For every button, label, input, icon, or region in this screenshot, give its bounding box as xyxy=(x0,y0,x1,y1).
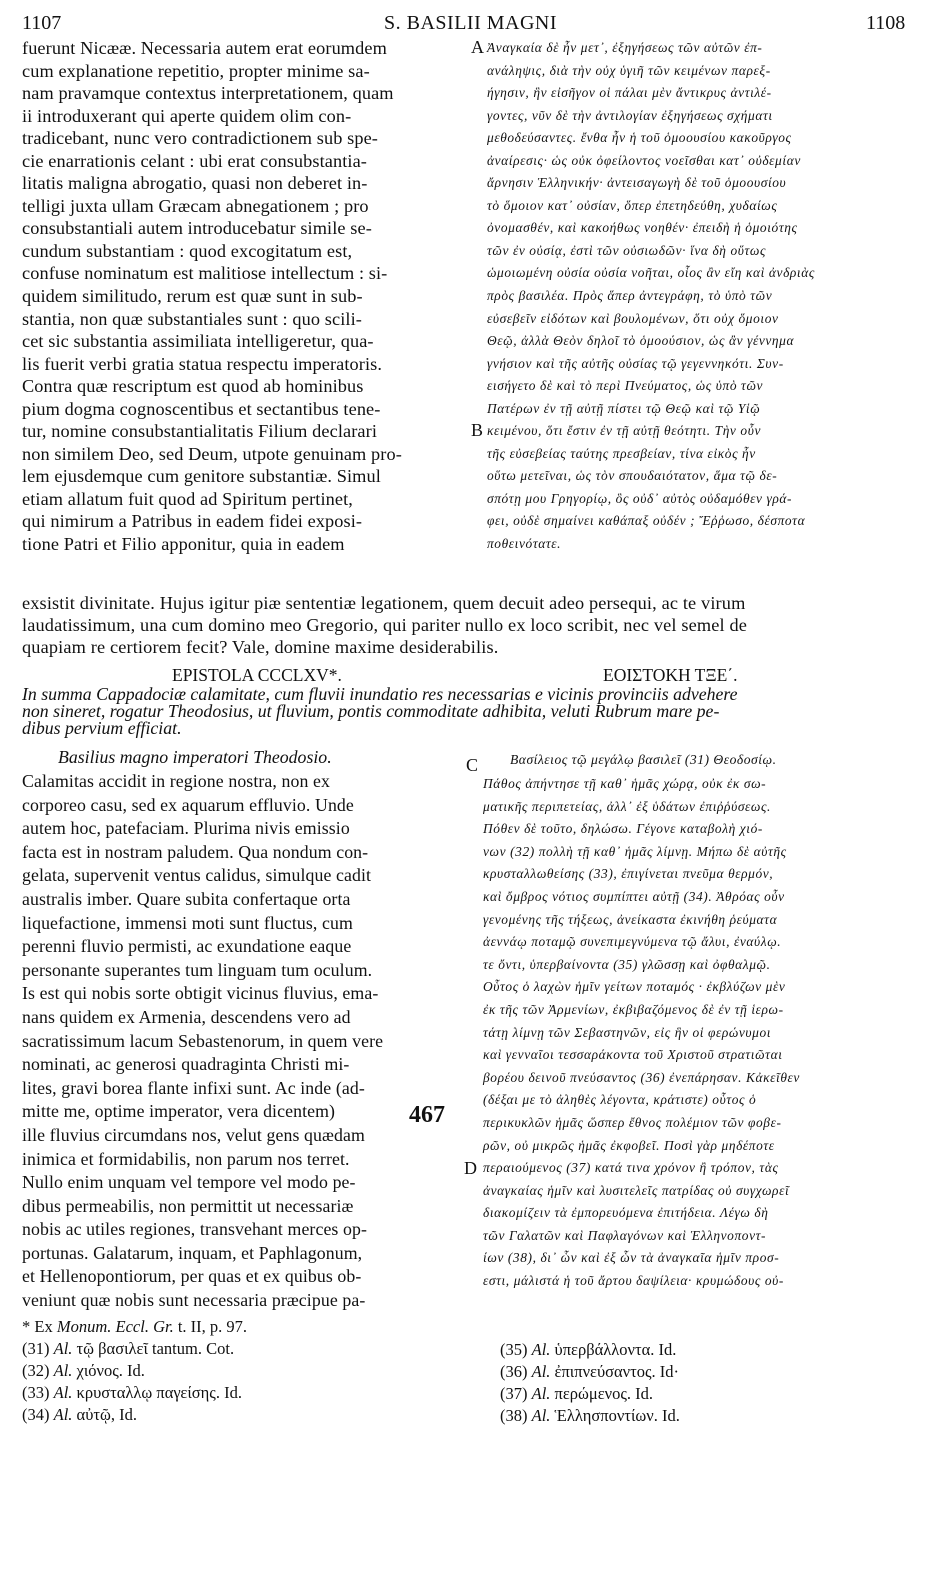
page-number-left: 1107 xyxy=(22,12,62,34)
text-line: (δέξαι με τὸ ἀληθὲς λέγοντα, κράτιστε) οὗτος ὁ xyxy=(483,1092,757,1108)
latin-salutation: Basilius magno imperatori Theodosio. xyxy=(58,747,332,767)
text-line: τῆς εὐσεβείας ταύτης πρεσβείαν, τίνα εἰκὸς ἦν xyxy=(487,445,756,461)
text-line: corporeo casu, sed ex aquarum effluvio. Unde xyxy=(22,794,354,815)
text-line: cet sic substantia assimiliata intelligeretur, qua- xyxy=(22,331,374,352)
text-line: lem ejusdemque cum genitore substantiæ. Simul xyxy=(22,466,381,487)
text-line: inimica et formidabilis, non parum nos terret. xyxy=(22,1148,350,1169)
text-line: cundum substantiam : quod excogitatum est, xyxy=(22,240,353,261)
footnote xyxy=(500,1405,680,1427)
text-line: ὀνομασθέν, καὶ κακοήθως νοηθέν· ἐπειδὴ ἡ ὁμοιότης xyxy=(487,220,798,236)
text-line: nam pravamque contextus interpretationem, quam xyxy=(22,83,394,104)
text-line: περικυκλῶν ἡμᾶς ὥσπερ ἔθνος πολέμιον τῶν φοβε- xyxy=(483,1114,782,1130)
text-line: γενομένης τῆς τήξεως, ἀνείκαστα ἐκινήθη ῥεύματα xyxy=(483,911,778,927)
text-line: περαιούμενος (37) κατά τινα χρόνον ἢ τρόπον, τὰς xyxy=(483,1160,779,1176)
text-line: laudatissimum, una cum domino meo Gregorio, qui pariter nullo ex loco scribit, nec vel semel de xyxy=(22,614,748,635)
text-line: Πατέρων ἐν τῇ αὐτῇ πίστει τῷ Θεῷ καὶ τῷ Υἱῷ xyxy=(487,400,761,416)
footnote-mark: (37) xyxy=(500,1384,532,1403)
text-line: βορέου δεινοῦ πνεύσαντος (36) ἐνεπάρησαν. Κἀκεῖθεν xyxy=(483,1069,800,1085)
text-line: Πάθος ἀπήντησε τῇ καθ᾽ ἡμᾶς χώρᾳ, οὐκ ἐκ σω- xyxy=(483,776,767,791)
footnote xyxy=(500,1339,680,1361)
text-line: Nullo enim unquam vel tempore vel modo pe- xyxy=(22,1172,356,1193)
text-line: stantia, non quæ substantiales sunt : quo scili- xyxy=(22,308,362,329)
text-line: lis fuerit verbi gratia statua respectu imperatoris. xyxy=(22,353,383,374)
text-line: καὶ γενναῖοι τεσσαράκοντα τοῦ Χριστοῦ στρατιῶται xyxy=(483,1047,783,1063)
footnote xyxy=(22,1316,247,1338)
text-line: Calamitas accidit in regione nostra, non ex xyxy=(22,771,330,791)
footnote-text: t. II, p. 97. xyxy=(173,1317,248,1336)
footnote-abbrev: Al. xyxy=(531,1406,551,1425)
text-line: γοντες, νῦν δὲ τὴν ἀντιλογίαν ἐξηγήσεως σχήματι xyxy=(487,107,773,123)
text-line: ἄρνησιν Ἑλληνικήν· ἀντεισαγωγὴ δὲ τοῦ ὁμοουσίου xyxy=(487,175,787,191)
lower-latin-column xyxy=(22,770,383,1313)
footnote-mark: (35) xyxy=(500,1340,532,1359)
text-line: εισήγετο δὲ καὶ τὸ περὶ Πνεύματος, ὡς ὑπὸ τῶν xyxy=(487,378,764,394)
top-greek-column xyxy=(487,37,815,556)
text-line: κρυσταλλωθείσης (33), ἐπιγίνεται πνεῦμα θερμόν, xyxy=(483,866,774,882)
text-line: liquefactione, immensi moti sunt fluctus, cum xyxy=(22,912,353,933)
full-width-paragraph xyxy=(22,593,747,658)
footnotes-right xyxy=(500,1339,680,1427)
margin-marker-a: A xyxy=(471,37,484,57)
epistle-greek-title: ΕΟΙΣΤΟΚΗ ΤΞΕ΄. xyxy=(603,665,738,685)
text-line: et Hellenopontiorum, per quas et ex quibus ob- xyxy=(22,1266,362,1287)
epistle-summary-line-2: non sineret, rogatur Theodosius, ut fluvium, pontis commoditate adhibita, veluti Rubrum mare pe- xyxy=(22,701,720,721)
text-line: veniunt quæ nobis sunt necessaria præcipue pa- xyxy=(22,1290,366,1311)
text-line: ἀναγκαίας ἡμῖν καὶ λυσιτελεῖς πατρίδας οὐ συγχωρεῖ xyxy=(483,1182,790,1198)
footnote-abbrev: Al. xyxy=(53,1361,73,1380)
text-line: ἀεννάῳ ποταμῷ συνεπιμεγνύμενα τῷ ἄλυι, ἐναύλῳ. xyxy=(483,934,782,950)
text-line: μεθοδεύσαντες. ἔνθα ἦν ἡ τοῦ ὁμοουσίου κακοῦργος xyxy=(487,130,792,146)
footnote-mark: (33) xyxy=(22,1383,54,1402)
text-line: perenni fluvio permisti, ac exundatione eaque xyxy=(22,936,352,957)
text-line: Contra quæ rescriptum est quod ab hominibus xyxy=(22,376,364,397)
text-line: tione Patri et Filio apponitur, quia in eadem xyxy=(22,534,345,555)
text-line: quapiam re certiorem fecit? Vale, domine maxime desiderabilis. xyxy=(22,636,499,657)
text-line: ille fluvius circumdans nos, velut gens quædam xyxy=(22,1124,365,1145)
text-line: τάτῃ λίμνῃ τῶν Σεβαστηνῶν, εἰς ἣν οἱ φερώνυμοι xyxy=(483,1024,772,1040)
text-line: τὸ ὅμοιον κατ᾽ οὐσίαν, ὅπερ ἐπετηδεύθη, χυδαίως xyxy=(487,197,778,213)
text-line: etiam allatum fuit quod ad Spiritum pertinet, xyxy=(22,488,353,509)
text-line: Is est qui nobis sorte obtigit vicinus fluvius, ema- xyxy=(22,983,379,1004)
text-line: nominati, ac generosi quadraginta Christi mi- xyxy=(22,1054,350,1075)
footnote-text: περώμενος. Id. xyxy=(550,1384,654,1403)
text-line: νων (32) πολλὴ τῇ καθ᾽ ἡμᾶς λίμνῃ. Μήπω δὲ αὐτῆς xyxy=(483,843,787,859)
text-line: tur, nomine consubstantialitatis Filium declarari xyxy=(22,421,377,442)
text-line: Ἀναγκαία δὲ ἦν μετ᾽, ἐξηγήσεως τῶν αὐτῶν ἐπ- xyxy=(487,40,763,55)
text-line: telligi juxta ullam Græcam abnegationem ; pro xyxy=(22,195,369,216)
text-line: τε ὄντι, ὑπερβαίνοντα (35) γλῶσσῃ καὶ ὀφθαλμῷ. xyxy=(483,956,771,972)
text-line: εστι, μάλιστά ἡ τοῦ ἄρτου δαψίλεια· κρυμώδους οὐ- xyxy=(483,1273,784,1289)
text-line: ii introduxerant qui aperte quidem olim con- xyxy=(22,105,352,126)
footnote xyxy=(22,1360,247,1382)
footnote-mark: * Ex xyxy=(22,1317,57,1336)
text-line: ίων (38), δι᾽ ὧν καὶ ἐξ ὧν τὰ ἀναγκαῖα ἡμῖν προσ- xyxy=(483,1250,780,1266)
text-line: tradicebant, nunc vero contradictionem sub spe- xyxy=(22,128,378,149)
footnote-mark: (34) xyxy=(22,1405,54,1424)
text-line: cum explanatione repetitio, propter minime sa- xyxy=(22,60,370,81)
text-line: dibus permeabilis, non permittit ut necessariæ xyxy=(22,1195,354,1216)
text-line: τῶν Γαλατῶν καὶ Παφλαγόνων καὶ Ἑλληνοποντ- xyxy=(483,1227,767,1243)
text-line: consubstantiali autem introducebatur simile se- xyxy=(22,218,372,239)
footnote-abbrev: Al. xyxy=(53,1405,73,1424)
text-line: australis imber. Quare subita confertaque orta xyxy=(22,888,351,909)
page-number-right: 1108 xyxy=(866,12,906,34)
text-line: ήγησιν, ἣν εἰσῆγον οἱ πάλαι μὲν ἄντικρυς ἀντιλέ- xyxy=(487,85,772,101)
footnote-text: χιόνος. Id. xyxy=(72,1361,145,1380)
text-line: mitte me, optime imperator, vera dicentem) xyxy=(22,1101,336,1122)
footnote xyxy=(500,1361,680,1383)
text-line: facta est in nostram paludem. Qua nondum con- xyxy=(22,841,369,862)
text-line: lites, gravi borea flante infixi sunt. Ac inde (ad- xyxy=(22,1077,365,1098)
text-line: ρῶν, οὐ μικρῶς ἡμᾶς ἐκφοβεῖ. Ποσὶ γὰρ μηδέποτε xyxy=(483,1137,775,1153)
text-line: litatis maligna abrogatio, quasi non deberet in- xyxy=(22,173,368,194)
text-line: εὐσεβεῖν εἰδότων καὶ βουλομένων, ὅτι οὐχ ὅμοιον xyxy=(487,310,779,326)
text-line: ἐκ τῆς τῶν Ἀρμενίων, ἐκβιβαζόμενος δὲ ἐν τῇ ἱερω- xyxy=(483,1001,784,1017)
top-latin-column xyxy=(22,37,402,556)
text-line: gelata, supervenit ventus calidus, simulque cadit xyxy=(22,865,372,886)
footnote-abbrev: Al. xyxy=(53,1339,73,1358)
text-line: pium dogma cognoscentibus et sectantibus tene- xyxy=(22,398,381,419)
margin-marker-b: B xyxy=(471,420,484,440)
footnote xyxy=(500,1383,680,1405)
text-line: κειμένου, ὅτι ἔστιν ἐν τῇ αὐτῇ θεότητι. Τὴν οὖν xyxy=(487,423,762,439)
text-line: Οὗτος ὁ λαχὼν ἡμῖν γείτων ποταμός · ἐκβλύζων μὲν xyxy=(483,979,786,995)
text-line: fuerunt Nicææ. Necessaria autem erat eorumdem xyxy=(22,38,387,58)
text-line: exsistit divinitate. Hujus igitur piæ sententiæ legationem, quem decuit adeo persequi, ac te virum xyxy=(22,593,746,613)
footnotes-left xyxy=(22,1316,247,1426)
text-line: autem hoc, patefaciam. Plurima nivis emissio xyxy=(22,818,350,839)
text-line: cie enarrationis celant : ubi erat consubstantia- xyxy=(22,150,367,171)
margin-marker-c: C xyxy=(466,755,479,775)
footnote-text: ἐπιπνεύσαντος. Id· xyxy=(550,1362,680,1381)
footnote-mark: (32) xyxy=(22,1361,54,1380)
text-line: Θεῷ, ἀλλὰ Θεὸν δηλοῖ τὸ ὁμοούσιον, ὡς ἂν γέννημα xyxy=(487,333,795,349)
text-line: τῶν ἐν οὐσίᾳ, ἐστὶ τῶν οὐσιωδῶν· ἵνα δὴ οὕτως xyxy=(487,242,766,258)
text-line: non similem Deo, sed Deum, utpote genuinam pro- xyxy=(22,443,402,464)
lower-greek-column xyxy=(483,773,800,1293)
footnote-abbrev: Al. xyxy=(531,1362,551,1381)
footnote-text: κρυσταλλῳ παγείσης. Id. xyxy=(72,1383,242,1402)
footnote xyxy=(22,1338,247,1360)
text-line: personante superantes tum linguam tum oculum. xyxy=(22,959,373,980)
epistle-summary-line-1: In summa Cappadociæ calamitate, cum fluvii inundatio res necessarias e vicinis provinciis advehere xyxy=(22,684,738,704)
footnote-text: τῷ βασιλεῖ tantum. Cot. xyxy=(72,1339,235,1358)
text-line: πρὸς βασιλέα. Πρὸς ἅπερ ἀντεγράφη, τὸ ὑπὸ τῶν xyxy=(487,288,773,304)
footnote-abbrev: Monum. Eccl. Gr. xyxy=(56,1317,174,1336)
footnote xyxy=(22,1404,247,1426)
epistle-latin-title: EPISTOLA CCCLXV*. xyxy=(172,665,342,685)
text-line: nobis ac utiles regiones, transvehant merces op- xyxy=(22,1219,368,1240)
footnote-text: Ἑλλησποντίων. Id. xyxy=(550,1406,680,1425)
text-line: γνήσιον καὶ τῆς αὐτῆς οὐσίας τῷ γεγεννηκότι. Συν- xyxy=(487,355,784,371)
text-line: ὡμοιωμένη οὐσία οὐσία νοῆται, οἷος ἂν εἴη καὶ ἀνδριὰς xyxy=(487,265,815,281)
text-line: quidem similitudo, rerum est quæ sunt in sub- xyxy=(22,286,363,307)
text-line: διακομίζειν τὰ ἐμπορευόμενα ἐπιτήδεια. Λέγω δὴ xyxy=(483,1205,769,1221)
text-line: nans quidem ex Armenia, descendens vero ad xyxy=(22,1006,351,1027)
footnote xyxy=(22,1382,247,1404)
footnote-abbrev: Al. xyxy=(531,1384,551,1403)
text-line: sacratissimum lacum Sebastenorum, in quem vere xyxy=(22,1030,384,1051)
margin-marker-d: D xyxy=(464,1158,477,1178)
text-line: confuse nominatum est malitiose intellectum : si- xyxy=(22,263,388,284)
greek-salutation: Βασίλειος τῷ μεγάλῳ βασιλεῖ (31) Θεοδοσίῳ. xyxy=(510,752,777,767)
text-line: σπότῃ μου Γρηγορίῳ, ὃς οὐδ᾽ αὐτὸς οὐδαμόθεν γρά- xyxy=(487,490,793,506)
text-line: οὕτω μετεῖναι, ὡς τὸν σπουδαιότατον, ἅμα τῷ δε- xyxy=(487,468,778,484)
text-line: ανάληψις, διὰ τὴν οὐχ ὑγιῆ τῶν κειμένων παρεξ- xyxy=(487,62,771,78)
epistle-summary-line-3: dibus pervium efficiat. xyxy=(22,718,182,738)
running-title: S. BASILII MAGNI xyxy=(384,12,557,34)
text-line: ματικῆς περιπετείας, ἀλλ᾽ ἐξ ὑδάτων ἐπιῤῥύσεως. xyxy=(483,798,771,814)
text-line: καὶ ὄμβρος νότιος συμπίπτει αὐτῇ (34). Ἀθρόας οὖν xyxy=(483,888,785,904)
text-line: Πόθεν δὲ τοῦτο, δηλώσω. Γέγονε καταβολὴ χιό- xyxy=(483,821,763,837)
text-line: portunas. Galatarum, inquam, et Paphlagonum, xyxy=(22,1242,363,1263)
footnote-mark: (36) xyxy=(500,1362,532,1381)
text-line: ποθεινότατε. xyxy=(487,536,562,552)
text-line: qui nimirum a Patribus in eadem fidei exposi- xyxy=(22,511,363,532)
footnote-text: ὑπερβάλλοντα. Id. xyxy=(550,1340,677,1359)
footnote-abbrev: Al. xyxy=(531,1340,551,1359)
footnote-abbrev: Al. xyxy=(53,1383,73,1402)
footnote-mark: (31) xyxy=(22,1339,54,1358)
footnote-text: αὐτῷ, Id. xyxy=(72,1405,137,1424)
footnote-mark: (38) xyxy=(500,1406,532,1425)
column-number: 467 xyxy=(409,1102,445,1128)
text-line: φει, οὐδὲ σημαίνει καθάπαξ οὐδέν ; Ἔῤῥωσο, δέσποτα xyxy=(487,513,806,529)
text-line: ἀναίρεσις· ὡς οὐκ ὀφείλοντος νοεῖσθαι κατ᾽ οὐδεμίαν xyxy=(487,152,801,168)
